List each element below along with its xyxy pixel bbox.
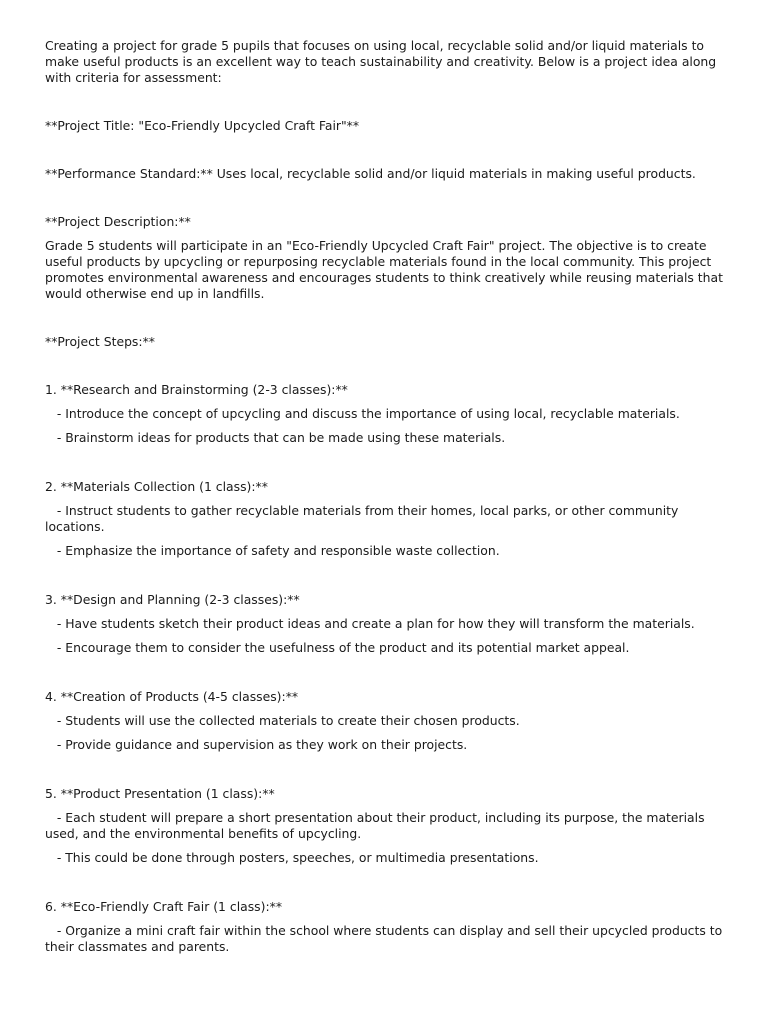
step-bullet: - Students will use the collected materials to create their chosen products. — [45, 713, 520, 728]
step-bullet: - Have students sketch their product ideas and create a plan for how they will transform the materials. — [45, 616, 695, 631]
step-heading: 6. **Eco-Friendly Craft Fair (1 class):** — [45, 899, 283, 914]
step-6 — [45, 899, 725, 955]
project-title: **Project Title: "Eco-Friendly Upcycled Craft Fair"** — [45, 118, 360, 133]
step-3 — [45, 592, 725, 656]
step-bullet: - Introduce the concept of upcycling and discuss the importance of using local, recyclable materials. — [45, 406, 680, 421]
step-heading: 2. **Materials Collection (1 class):** — [45, 479, 268, 494]
performance-standard: **Performance Standard:** Uses local, recyclable solid and/or liquid materials in making useful products. — [45, 166, 696, 181]
intro-paragraph: Creating a project for grade 5 pupils that focuses on using local, recyclable solid and/or liquid materials to make useful products is an excellent way to teach sustainability and creativity. Below is a project idea along with criteria for assessment: — [45, 38, 721, 85]
description-heading: **Project Description:** — [45, 214, 191, 229]
step-heading: 3. **Design and Planning (2-3 classes):** — [45, 592, 300, 607]
step-heading: 5. **Product Presentation (1 class):** — [45, 786, 275, 801]
step-bullet: - Organize a mini craft fair within the school where students can display and sell their upcycled products to their classmates and parents. — [45, 923, 727, 954]
step-heading: 1. **Research and Brainstorming (2-3 classes):** — [45, 382, 348, 397]
steps-heading: **Project Steps:** — [45, 334, 155, 349]
step-bullet: - This could be done through posters, speeches, or multimedia presentations. — [45, 850, 539, 865]
step-bullet: - Provide guidance and supervision as they work on their projects. — [45, 737, 468, 752]
step-bullet: - Emphasize the importance of safety and responsible waste collection. — [45, 543, 500, 558]
step-bullet: - Encourage them to consider the usefulness of the product and its potential market appeal. — [45, 640, 630, 655]
step-4 — [45, 689, 725, 753]
step-bullet: - Each student will prepare a short presentation about their product, including its purpose, the materials used, and the environmental benefits of upcycling. — [45, 810, 709, 841]
step-1 — [45, 382, 725, 446]
step-2 — [45, 479, 725, 559]
document-page — [45, 38, 725, 988]
step-bullet: - Instruct students to gather recyclable materials from their homes, local parks, or other community locations. — [45, 503, 683, 534]
step-heading: 4. **Creation of Products (4-5 classes):** — [45, 689, 299, 704]
step-5 — [45, 786, 725, 866]
step-bullet: - Brainstorm ideas for products that can be made using these materials. — [45, 430, 506, 445]
description-body: Grade 5 students will participate in an "Eco-Friendly Upcycled Craft Fair" project. The objective is to create useful products by upcycling or repurposing recyclable materials found in the local community. This project promotes environmental awareness and encourages students to think creatively while reusing materials that would otherwise end up in landfills. — [45, 238, 727, 301]
